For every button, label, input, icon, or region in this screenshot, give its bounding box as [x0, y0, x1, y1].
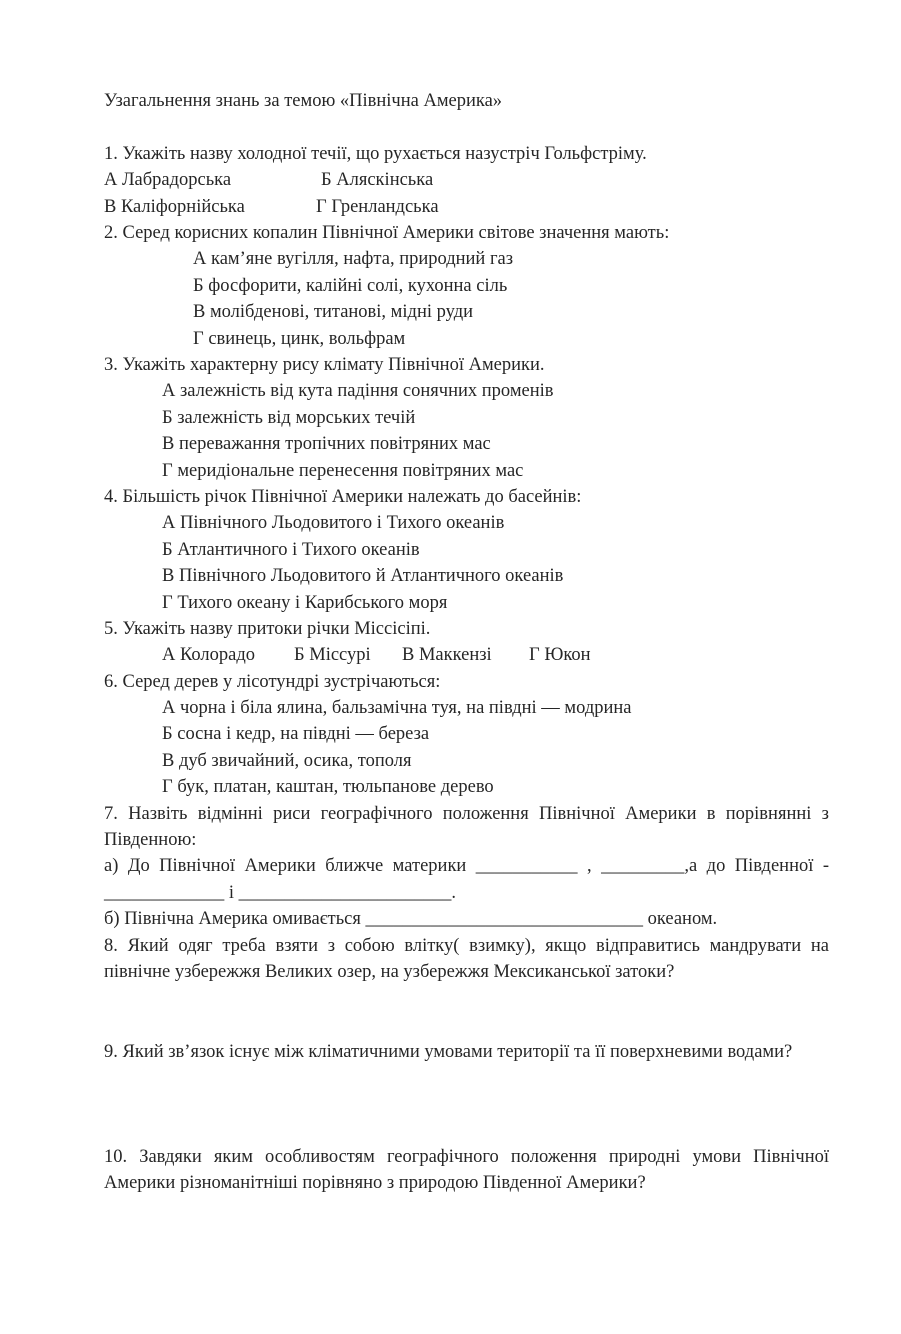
question-7-line-2: Південною:: [104, 830, 197, 850]
question-5: 5. Укажіть назву притоки річки Міссісіпі.: [104, 619, 431, 639]
question-6-option-c: В дуб звичайний, осика, тополя: [162, 751, 412, 771]
question-1-option-b: Б Аляскінська: [321, 170, 434, 190]
question-7-part-a-line-1: а) До Північної Америки ближче материки ___________ , _________,а до Південної -: [104, 856, 829, 876]
question-5-option-c: В Маккензі: [402, 645, 492, 665]
question-3-option-d: Г меридіональне перенесення повітряних мас: [162, 461, 524, 481]
question-6-option-b: Б сосна і кедр, на півдні — береза: [162, 724, 430, 744]
question-7-part-a-line-2: _____________ і _______________________.: [104, 883, 457, 903]
question-4-option-a: А Північного Льодовитого і Тихого океанів: [162, 513, 505, 533]
question-6: 6. Серед дерев у лісотундрі зустрічаються:: [104, 672, 441, 692]
question-4-option-b: Б Атлантичного і Тихого океанів: [162, 540, 420, 560]
question-9: 9. Який зв’язок існує між кліматичними умовами території та її поверхневими водами?: [104, 1042, 793, 1062]
question-3-option-c: В переважання тропічних повітряних мас: [162, 434, 491, 454]
question-2-option-c: В молібденові, титанові, мідні руди: [193, 302, 474, 322]
page-title: Узагальнення знань за темою «Північна Америка»: [104, 91, 503, 111]
question-1-option-d: Г Гренландська: [316, 197, 439, 217]
question-10-line-2: Америки різноманітніші порівняно з природою Південної Америки?: [104, 1173, 646, 1193]
question-5-option-b: Б Міссурі: [294, 645, 371, 665]
question-2-option-a: А кам’яне вугілля, нафта, природний газ: [193, 249, 514, 269]
question-3-option-b: Б залежність від морських течій: [162, 408, 416, 428]
question-4: 4. Більшість річок Північної Америки належать до басейнів:: [104, 487, 582, 507]
question-7-line-1: 7. Назвіть відмінні риси географічного положення Північної Америки в порівнянні з: [104, 804, 829, 824]
question-7-part-b: б) Північна Америка омивається ______________________________ океаном.: [104, 909, 718, 929]
question-5-option-a: А Колорадо: [162, 645, 256, 665]
question-8-line-1: 8. Який одяг треба взяти з собою влітку( взимку), якщо відправитись мандрувати на: [104, 936, 829, 956]
question-8-line-2: північне узбережжя Великих озер, на узбережжя Мексиканської затоки?: [104, 962, 675, 982]
question-2-option-d: Г свинець, цинк, вольфрам: [193, 329, 406, 349]
question-1-option-c: В Каліфорнійська: [104, 197, 245, 217]
question-6-option-a: А чорна і біла ялина, бальзамічна туя, на півдні — модрина: [162, 698, 632, 718]
question-1: 1. Укажіть назву холодної течії, що рухається назустріч Гольфстріму.: [104, 144, 647, 164]
question-5-option-d: Г Юкон: [529, 645, 591, 665]
question-4-option-d: Г Тихого океану і Карибського моря: [162, 593, 448, 613]
question-3-option-a: А залежність від кута падіння сонячних променів: [162, 381, 554, 401]
question-10-line-1: 10. Завдяки яким особливостям географічного положення природні умови Північної: [104, 1147, 829, 1167]
question-2-option-b: Б фосфорити, калійні солі, кухонна сіль: [193, 276, 508, 296]
question-2: 2. Серед корисних копалин Північної Америки світове значення мають:: [104, 223, 670, 243]
question-4-option-c: В Північного Льодовитого й Атлантичного океанів: [162, 566, 564, 586]
question-6-option-d: Г бук, платан, каштан, тюльпанове дерево: [162, 777, 494, 797]
question-3: 3. Укажіть характерну рису клімату Північної Америки.: [104, 355, 545, 375]
question-1-option-a: А Лабрадорська: [104, 170, 232, 190]
